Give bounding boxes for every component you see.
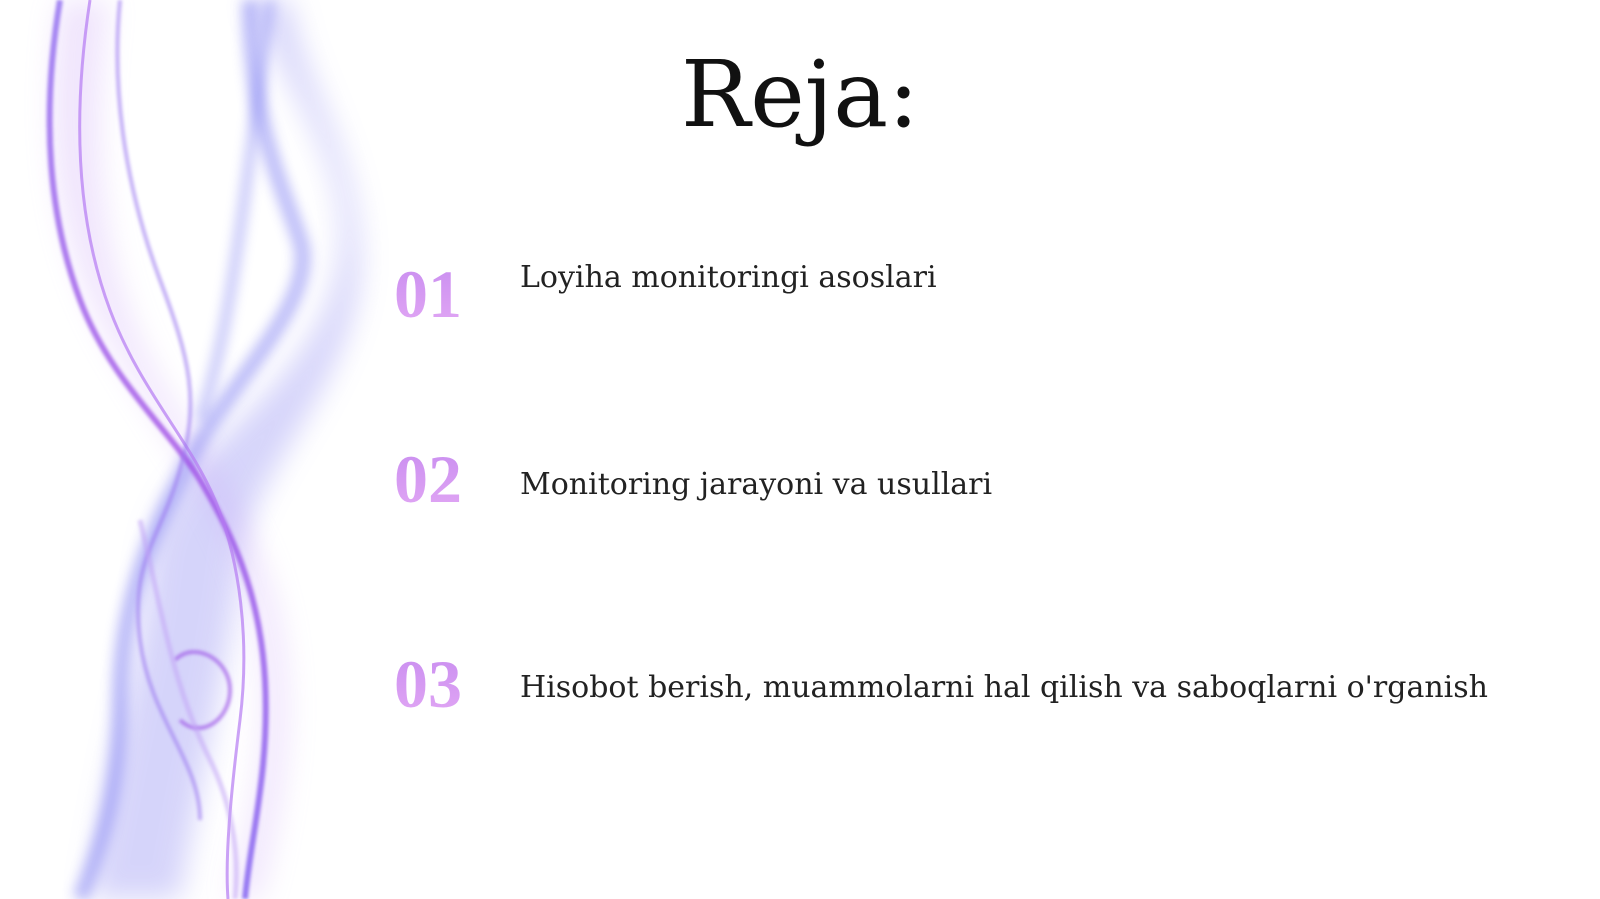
item-number: 02 (394, 445, 484, 513)
item-number: 03 (394, 650, 484, 718)
list-item (0, 646, 1600, 740)
list-item (0, 441, 1600, 535)
item-text: Monitoring jarayoni va usullari (520, 467, 993, 502)
item-text: Hisobot berish, muammolarni hal qilish va saboqlarni o'rganish (520, 670, 1488, 705)
list-item (0, 250, 1600, 340)
page-title: Reja: (680, 41, 920, 148)
item-number: 01 (394, 260, 484, 328)
item-text: Loyiha monitoringi asoslari (520, 260, 937, 295)
